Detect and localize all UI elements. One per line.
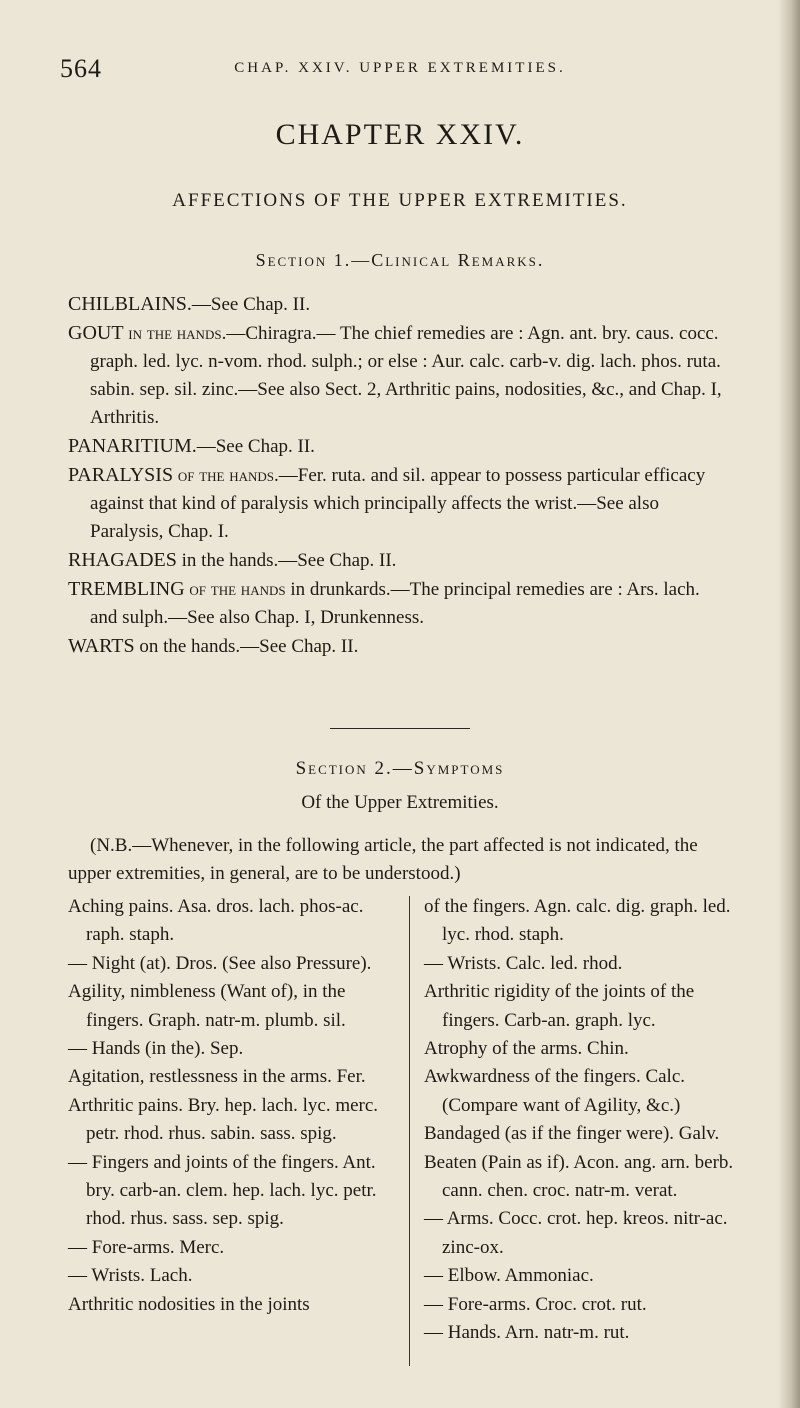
column-rule (409, 896, 410, 1366)
entry-chilblains: CHILBLAINS.—See Chap. II. (68, 293, 311, 315)
section-2-subtitle: Of the Upper Extremities. (301, 792, 499, 813)
symptom-item: Beaten (Pain as if). Acon. ang. arn. berb. cann. chen. croc. natr-m. verat. (424, 1151, 734, 1202)
section-divider (330, 728, 470, 729)
symptom-item: Arthritic rigidity of the joints of the fingers. Carb-an. graph. lyc. (424, 981, 695, 1031)
symptom-item: — Wrists. Calc. led. rhod. (424, 952, 623, 974)
entry-paralysis: PARALYSIS of the hands.—Fer. ruta. and sil. appear to possess particular efficacy against that kind of paralysis which principally affects the wrist.—See also Paralysis, Chap. I. (68, 464, 706, 542)
section-1-heading: Section 1.—Clinical Remarks. (255, 250, 545, 270)
symptom-item: Aching pains. Asa. dros. lach. phos-ac. raph. staph. (68, 896, 364, 946)
symptom-item: — Wrists. Lach. (68, 1265, 193, 1287)
page-number: 564 (60, 54, 102, 83)
section-2-heading: Section 2.—Symptoms (295, 758, 505, 779)
entry-rhagades: RHAGADES in the hands.—See Chap. II. (68, 549, 397, 571)
chapter-subtitle: AFFECTIONS OF THE UPPER EXTREMITIES. (172, 190, 628, 211)
chapter-title: CHAPTER XXIV. (275, 118, 525, 151)
symptom-item: — Fingers and joints of the fingers. Ant. bry. carb-an. clem. hep. lach. lyc. petr. rhod. rhus. sass. sep. spig. (68, 1151, 377, 1230)
running-header (60, 54, 740, 94)
symptom-item: — Arms. Cocc. crot. hep. kreos. nitr-ac. zinc-ox. (424, 1208, 728, 1258)
symptom-item: — Elbow. Ammoniac. (424, 1265, 594, 1287)
symptom-item: of the fingers. Agn. calc. dig. graph. led. lyc. rhod. staph. (424, 896, 731, 946)
symptom-item: — Hands (in the). Sep. (68, 1038, 244, 1060)
clinical-remarks (68, 290, 728, 661)
symptoms-right-column (424, 893, 744, 1348)
nota-bene: (N.B.—Whenever, in the following article, the part affected is not indicated, the upper extremities, in general, are to be understood.) (68, 835, 698, 884)
symptom-item: Arthritic pains. Bry. hep. lach. lyc. merc. petr. rhod. rhus. sabin. sass. spig. (68, 1094, 379, 1145)
entry-warts: WARTS on the hands.—See Chap. II. (68, 635, 359, 657)
symptom-item: Agitation, restlessness in the arms. Fer. (68, 1066, 366, 1088)
symptom-item: Atrophy of the arms. Chin. (424, 1038, 629, 1060)
symptom-item: Arthritic nodosities in the joints (68, 1293, 310, 1315)
symptoms-left-column (68, 893, 388, 1319)
symptom-item: Agility, nimbleness (Want of), in the fingers. Graph. natr-m. plumb. sil. (68, 981, 346, 1031)
entry-trembling: TREMBLING of the hands in drunkards.—The principal remedies are : Ars. lach. and sulph.—See also Chap. I, Drunkenness. (68, 578, 700, 628)
symptom-item: — Night (at). Dros. (See also Pressure). (68, 952, 372, 974)
symptom-item: Bandaged (as if the finger were). Galv. (424, 1123, 720, 1145)
entry-gout: GOUT in the hands.—Chiragra.— The chief remedies are : Agn. ant. bry. caus. cocc. graph. led. lyc. n-vom. rhod. sulph.; or else : Aur. calc. carb-v. dig. lach. phos. ruta. sabin. sep. sil. zinc.—See also Sect. 2, Arthritic pains, nodosities, &c., and Chap. I, Arthritis. (68, 322, 722, 428)
entry-panaritium: PANARITIUM.—See Chap. II. (68, 435, 315, 457)
symptom-item: — Hands. Arn. natr-m. rut. (424, 1322, 630, 1344)
running-head: CHAP. XXIV. UPPER EXTREMITIES. (234, 60, 566, 76)
symptom-item: — Fore-arms. Merc. (68, 1236, 225, 1258)
symptom-item: — Fore-arms. Croc. crot. rut. (424, 1293, 647, 1315)
symptom-item: Awkwardness of the fingers. Calc. (Compare want of Agility, &c.) (424, 1066, 686, 1116)
